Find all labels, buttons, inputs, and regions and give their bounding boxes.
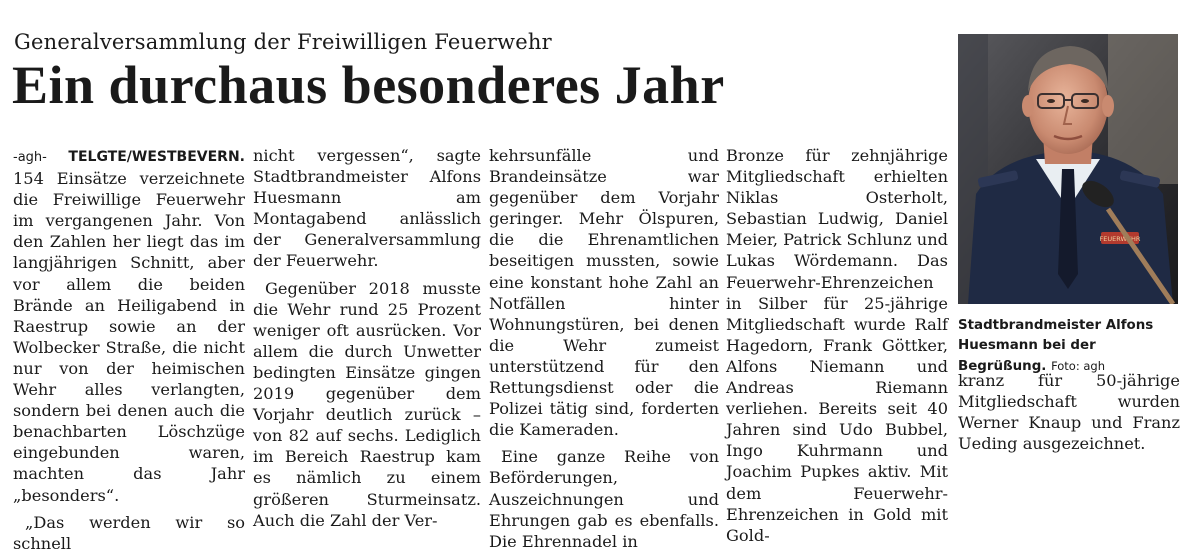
article-column-5 [958, 370, 1180, 454]
photo-caption [958, 316, 1180, 377]
portrait-photo-illustration [958, 34, 1178, 304]
article-paragraph: Eine ganze Reihe von Beförderungen, Auszeichnungen und Ehrungen gab es ebenfalls. Die Ehrennadel in [489, 447, 719, 551]
article-paragraph: Gegenüber 2018 musste die Wehr rund 25 Prozent weniger oft ausrücken. Vor allem die durch Unwetter bedingten Einsätze gingen 2019 gegenüber dem Vorjahr deutlich zurück – von 82 auf sechs. Lediglich im Bereich Raestrup kam es nämlich zu einem größeren Sturmeinsatz. Auch die Zahl der Ver- [253, 278, 481, 530]
article-column-3 [489, 145, 719, 552]
byline-prefix: -agh- [13, 150, 47, 165]
article-paragraph [13, 145, 245, 506]
article-paragraph: Bronze für zehnjährige Mitgliedschaft erhielten Niklas Osterholt, Sebastian Ludwig, Daniel Meier, Patrick Schlunz und Lukas Wördemann. Das Feuerwehr-Ehrenzeichen in Silber für 25-jährige Mitgliedschaft wurde Ralf Hagedorn, Frank Göttker, Alfons Niemann und Andreas Riemann verliehen. Bereits seit 40 Jahren sind Udo Bubbel, Ingo Kuhrmann und Joachim Pupkes aktiv. Mit dem Feuerwehr-Ehrenzeichen in Gold mit Gold- [726, 146, 948, 545]
article-paragraph: „Das werden wir so schnell [13, 512, 245, 553]
uniform-badge-text: FEUERWEHR [1099, 235, 1141, 243]
photo-credit: Foto: agh [1051, 359, 1106, 373]
article-paragraph: kehrsunfälle und Brandeinsätze war gegenüber dem Vorjahr geringer. Mehr Ölspuren, die die Ehrenamtlichen beseitigen mussten, sowie eine konstant hohe Zahl an Notfällen hinter Wohnungstüren, bei denen die Wehr zumeist unterstützend für den Rettungsdienst oder die Polizei tätig sind, forderten die Kameraden. [489, 146, 719, 440]
paragraph-text: 154 Einsätze verzeichnete die Freiwillige Feuerwehr im vergangenen Jahr. Von den Zahlen her liegt das im langjährigen Schnitt, aber vor allem die beiden Brände an Heiligabend in Raestrup sowie an der Wolbecker Straße, die nicht nur von der heimischen Wehr alles verlangten, sondern bei denen auch die benachbarten Löschzüge eingebunden waren, machten das Jahr „besonders“. [13, 169, 245, 505]
article-headline: Ein durchaus besonderes Jahr [12, 55, 725, 115]
article-column-1 [13, 145, 245, 554]
article-column-2 [253, 145, 481, 531]
caption-text: Stadtbrandmeister Alfons Huesmann bei der Begrüßung. [958, 318, 1154, 374]
article-kicker: Generalversammlung der Freiwilligen Feuerwehr [14, 30, 552, 54]
portrait-photo [958, 34, 1178, 304]
article-column-4 [726, 145, 948, 546]
article-paragraph: nicht vergessen“, sagte Stadtbrandmeister Alfons Huesmann am Montagabend anlässlich der Generalversammlung der Feuerwehr. [253, 146, 481, 271]
dateline-location: TELGTE/WESTBEVERN. [68, 149, 245, 165]
article-paragraph: kranz für 50-jährige Mitgliedschaft wurden Werner Knaup und Franz Ueding ausgezeichnet. [958, 371, 1180, 454]
